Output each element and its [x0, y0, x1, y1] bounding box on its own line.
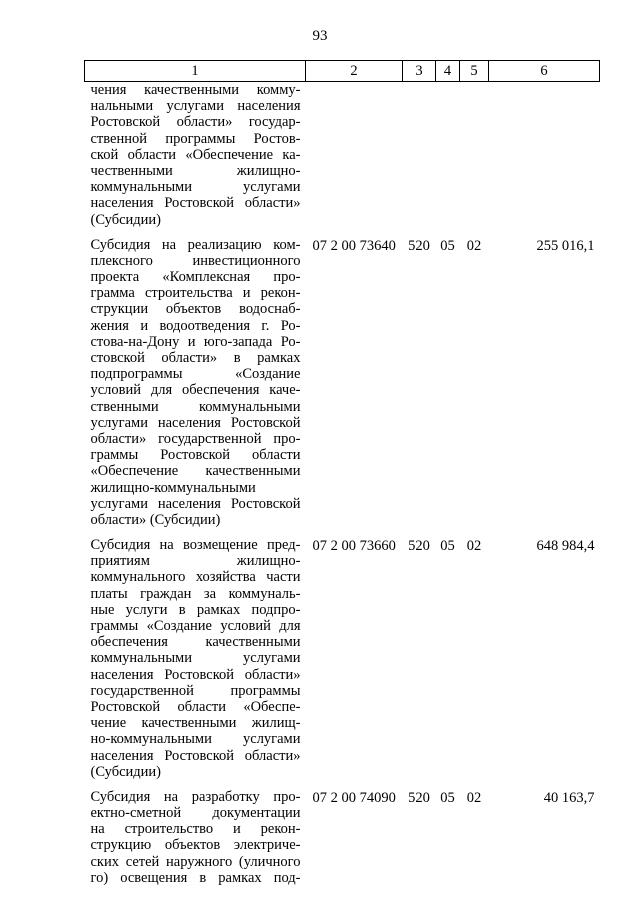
- description-line: чения качественными комму-: [90, 82, 301, 98]
- row-target-article: 07 2 00 73660: [312, 538, 396, 555]
- description-line: жения и водоотведения г. Ро-: [90, 317, 301, 334]
- row-section: 05: [440, 538, 455, 555]
- budget-table: [84, 60, 600, 895]
- description-line: «Обеспечение качественными: [90, 463, 301, 480]
- column-header-5: 5: [460, 61, 489, 82]
- row-target-article: [306, 82, 403, 237]
- description-line: платы граждан за коммуналь-: [90, 585, 301, 602]
- row-target-article: 07 2 00 74090: [312, 789, 396, 806]
- description-line: плексного инвестиционного: [90, 252, 301, 269]
- column-header-3: 3: [403, 61, 436, 82]
- table-row: [85, 82, 600, 237]
- row-description: [85, 82, 306, 237]
- column-header-4: 4: [436, 61, 460, 82]
- table-row: [85, 789, 600, 895]
- description-line: стова-на-Дону и юго-запада Ро-: [90, 333, 301, 350]
- row-amount: 255 016,1: [536, 237, 595, 254]
- description-line: нальными услугами населения: [90, 98, 301, 115]
- row-description: [85, 237, 306, 537]
- description-line: населения Ростовской области»: [90, 666, 301, 683]
- description-line: подпрограммы «Создание: [90, 366, 301, 383]
- description-line: стовской области» в рамках: [90, 350, 301, 366]
- description-line: чение качественными жилищ-: [90, 715, 301, 732]
- row-description: [85, 537, 306, 789]
- description-line: ственной программы Ростов-: [90, 130, 301, 147]
- description-line: услугами населения Ростовской: [90, 495, 301, 512]
- description-line: но-коммунальными услугами: [90, 731, 301, 748]
- row-description: [85, 789, 306, 895]
- column-header-6: 6: [489, 61, 600, 82]
- row-section: 05: [440, 237, 455, 254]
- description-line: коммунальными услугами: [90, 179, 301, 196]
- description-line: струкции объектов водоснаб-: [90, 301, 301, 318]
- row-section: 05: [440, 789, 455, 806]
- row-subsection: 02: [466, 789, 482, 806]
- description-line: условий для обеспечения каче-: [90, 382, 301, 399]
- description-line: ских сетей наружного (уличного: [90, 853, 301, 870]
- row-amount: 40 163,7: [543, 789, 595, 806]
- description-line: услугами населения Ростовской: [90, 414, 301, 431]
- table-row: [85, 537, 600, 789]
- description-line: Ростовской области «Обеспе-: [90, 698, 301, 715]
- description-line: ные услуги в рамках подпро-: [90, 601, 301, 618]
- description-line: Субсидия на разработку про-: [90, 788, 301, 805]
- row-expense-type: 520: [408, 538, 430, 555]
- description-line: Субсидия на реализацию ком-: [90, 236, 301, 253]
- row-amount: 648 984,4: [536, 538, 595, 555]
- description-line: области» (Субсидии): [90, 511, 221, 528]
- description-line: го) освещения в рамках под-: [90, 869, 301, 886]
- description-line: области» государственной про-: [90, 430, 301, 447]
- description-line: проекта «Комплексная про-: [90, 269, 301, 286]
- page-number: 93: [312, 28, 328, 44]
- row-expense-type: 520: [408, 237, 430, 254]
- description-line: грамма строительства и рекон-: [90, 285, 301, 302]
- row-subsection: 02: [466, 237, 482, 254]
- row-subsection: 02: [466, 538, 482, 555]
- description-line: ектно-сметной документации: [90, 805, 301, 822]
- description-line: струкцию объектов электриче-: [90, 837, 301, 854]
- description-line: населения Ростовской области»: [90, 195, 301, 212]
- row-expense-type: [403, 82, 436, 237]
- row-amount: [489, 82, 600, 237]
- description-line: ской области «Обеспечение ка-: [90, 146, 301, 163]
- row-section: [436, 82, 460, 237]
- description-line: (Субсидии): [90, 763, 161, 780]
- description-line: жилищно-коммунальными: [90, 479, 256, 496]
- table-row: [85, 237, 600, 537]
- description-line: Ростовской области» государ-: [90, 114, 301, 131]
- row-target-article: 07 2 00 73640: [312, 237, 396, 254]
- column-header-2: 2: [306, 61, 403, 82]
- description-line: на строительство и рекон-: [90, 821, 301, 838]
- description-line: ственными коммунальными: [90, 398, 301, 415]
- description-line: обеспечения качественными: [90, 634, 301, 651]
- column-header-1: 1: [85, 61, 306, 82]
- description-line: приятиям жилищно-: [90, 553, 301, 570]
- description-line: государственной программы: [90, 682, 301, 699]
- description-line: граммы «Создание условий для: [90, 618, 301, 634]
- header-row: [85, 61, 600, 82]
- description-line: (Субсидии): [90, 211, 161, 228]
- description-line: граммы Ростовской области: [90, 447, 301, 464]
- description-line: коммунальными услугами: [90, 650, 301, 667]
- description-line: населения Ростовской области»: [90, 747, 301, 764]
- description-line: Субсидия на возмещение пред-: [90, 537, 301, 554]
- description-line: чественными жилищно-: [90, 162, 301, 179]
- row-expense-type: 520: [408, 789, 430, 806]
- table-body: [85, 82, 600, 896]
- description-line: коммунального хозяйства части: [90, 569, 301, 586]
- row-subsection: [460, 82, 489, 237]
